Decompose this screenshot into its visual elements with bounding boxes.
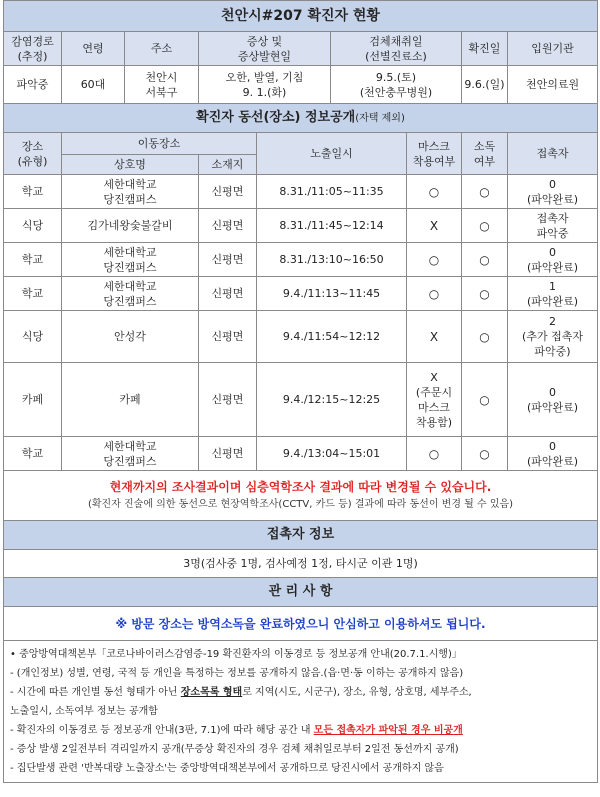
col-contacts: 접촉자 [508,133,598,175]
col-infection-route: 감염경로 (추정) [4,32,62,66]
table-row [4,363,598,437]
movement-rows [4,175,598,471]
exposure-time: 8.31./11:45~12:14 [257,209,407,243]
col-symptoms: 증상 및 증상발현일 [199,32,331,66]
disinfect-status: ○ [462,243,508,277]
change-notice-main: 현재까지의 조사결과이며 심층역학조사 결과에 따라 변경될 수 있습니다. [109,479,492,494]
place-type: 카페 [4,363,62,437]
note-text: - 확진자의 이동경로 등 정보공개 안내(3판, 7.1)에 따라 해당 공간 내 [10,725,314,736]
note-line: • 중앙방역대책본부「코로나바이러스감염증-19 확진환자의 이동경로 등 정보공개 안내(20.7.1.시행)」 [10,649,462,660]
mask-status: X (주문시 마스크 착용함) [407,363,462,437]
col-place: 이동장소 [62,133,257,155]
table-row [4,243,598,277]
table-row [4,209,598,243]
movement-title: 확진자 동선(장소) 정보공개 [196,109,356,125]
manage-message: ※ 방문 장소는 방역소독을 완료하였으니 안심하고 이용하셔도 됩니다. [4,607,598,641]
symptoms: 오한, 발열, 기침 9. 1.(화) [199,66,331,104]
note-line: 노출일시, 소독여부 정보는 공개함 [10,706,158,717]
col-exposure-time: 노출일시 [257,133,407,175]
col-sample-date: 검체채취일 (선별진료소) [331,32,462,66]
note-emphasis: 모든 접촉자가 파악된 경우 비공개 [313,725,463,736]
business-name: 카페 [62,363,199,437]
note-text: - 시간에 따른 개인별 동선 형태가 아닌 [10,687,181,698]
contacts: 1 (파악완료) [508,277,598,311]
business-name: 안성각 [62,311,199,363]
mask-status: ○ [407,175,462,209]
business-name: 세한대학교 당진캠퍼스 [62,437,199,471]
mask-status: ○ [407,437,462,471]
movement-note: (자택 제외) [355,112,405,124]
contacts: 2 (추가 접촉자 파악중) [508,311,598,363]
col-confirm-date: 확진일 [462,32,508,66]
report-title: 천안시#207 확진자 현황 [4,1,598,32]
business-name: 김가네왕숯불갈비 [62,209,199,243]
mask-status: X [407,311,462,363]
disinfect-status: ○ [462,175,508,209]
case-report-table [3,0,598,783]
business-name: 세한대학교 당진캠퍼스 [62,277,199,311]
location: 신평면 [199,277,257,311]
age: 60대 [62,66,125,104]
col-disinfect: 소독 여부 [462,133,508,175]
contact-section-title: 접촉자 정보 [4,521,598,550]
mask-status: X [407,209,462,243]
location: 신평면 [199,175,257,209]
patient-row [4,66,598,104]
place-type: 식당 [4,209,62,243]
exposure-time: 9.4./13:04~15:01 [257,437,407,471]
patient-header-row [4,32,598,66]
location: 신평면 [199,243,257,277]
infection-route: 파악중 [4,66,62,104]
note-line: - 집단발생 관련 '반복대량 노출장소'는 중앙방역대책본부에서 공개하므로 당진시에서 공개하지 않음 [10,763,444,774]
location: 신평면 [199,209,257,243]
col-business-name: 상호명 [62,155,199,175]
place-type: 학교 [4,437,62,471]
col-age: 연령 [62,32,125,66]
mask-status: ○ [407,277,462,311]
contacts: 접촉자 파악중 [508,209,598,243]
exposure-time: 8.31./13:10~16:50 [257,243,407,277]
disinfect-status: ○ [462,311,508,363]
change-notice [4,471,598,521]
col-address: 주소 [125,32,199,66]
contacts: 0 (파악완료) [508,437,598,471]
contacts: 0 (파악완료) [508,243,598,277]
change-notice-detail: (확진자 진술에 의한 동선으로 현장역학조사(CCTV, 카드 등) 결과에 따라 동선이 변경 될 수 있음) [87,498,514,510]
place-type: 학교 [4,277,62,311]
exposure-time: 9.4./12:15~12:25 [257,363,407,437]
movement-header-row-1 [4,133,598,155]
disinfect-status: ○ [462,437,508,471]
table-row [4,277,598,311]
contacts: 0 (파악완료) [508,175,598,209]
disinfect-status: ○ [462,363,508,437]
exposure-time: 9.4./11:13~11:45 [257,277,407,311]
place-type: 학교 [4,243,62,277]
note-line [10,683,591,702]
col-location: 소재지 [199,155,257,175]
address: 천안시 서북구 [125,66,199,104]
mask-status: ○ [407,243,462,277]
hospital: 천안의료원 [508,66,598,104]
disinfect-status: ○ [462,277,508,311]
disclosure-notes [4,641,598,783]
location: 신평면 [199,363,257,437]
confirm-date: 9.6.(일) [462,66,508,104]
col-mask: 마스크 착용여부 [407,133,462,175]
location: 신평면 [199,437,257,471]
note-line: - (개인정보) 성별, 연령, 국적 등 개인을 특정하는 정보를 공개하지 않음.(읍·면·동 이하는 공개하지 않음) [10,668,464,679]
table-row [4,311,598,363]
contact-info: 3명(검사중 1명, 검사예정 1정, 타시군 이관 1명) [4,550,598,578]
exposure-time: 8.31./11:05~11:35 [257,175,407,209]
table-row [4,437,598,471]
table-row [4,175,598,209]
location: 신평면 [199,311,257,363]
place-type: 학교 [4,175,62,209]
report-page [3,0,597,783]
manage-section-title: 관 리 사 항 [4,578,598,607]
note-text: 로 지역(시도, 시군구), 장소, 유형, 상호명, 세부주소, [242,687,472,698]
contacts: 0 (파악완료) [508,363,598,437]
place-type: 식당 [4,311,62,363]
movement-section-title [4,104,598,133]
business-name: 세한대학교 당진캠퍼스 [62,175,199,209]
col-hospital: 입원기관 [508,32,598,66]
note-line [10,721,591,740]
col-place-type: 장소 (유형) [4,133,62,175]
note-emphasis: 장소목록 형태 [180,687,243,698]
exposure-time: 9.4./11:54~12:12 [257,311,407,363]
note-line: - 증상 발생 2일전부터 격리일까지 공개(무증상 확진자의 경우 검체 채취일로부터 2일전 동선까지 공개) [10,744,459,755]
business-name: 세한대학교 당진캠퍼스 [62,243,199,277]
disinfect-status: ○ [462,209,508,243]
sample-date: 9.5.(토) (천안충무병원) [331,66,462,104]
